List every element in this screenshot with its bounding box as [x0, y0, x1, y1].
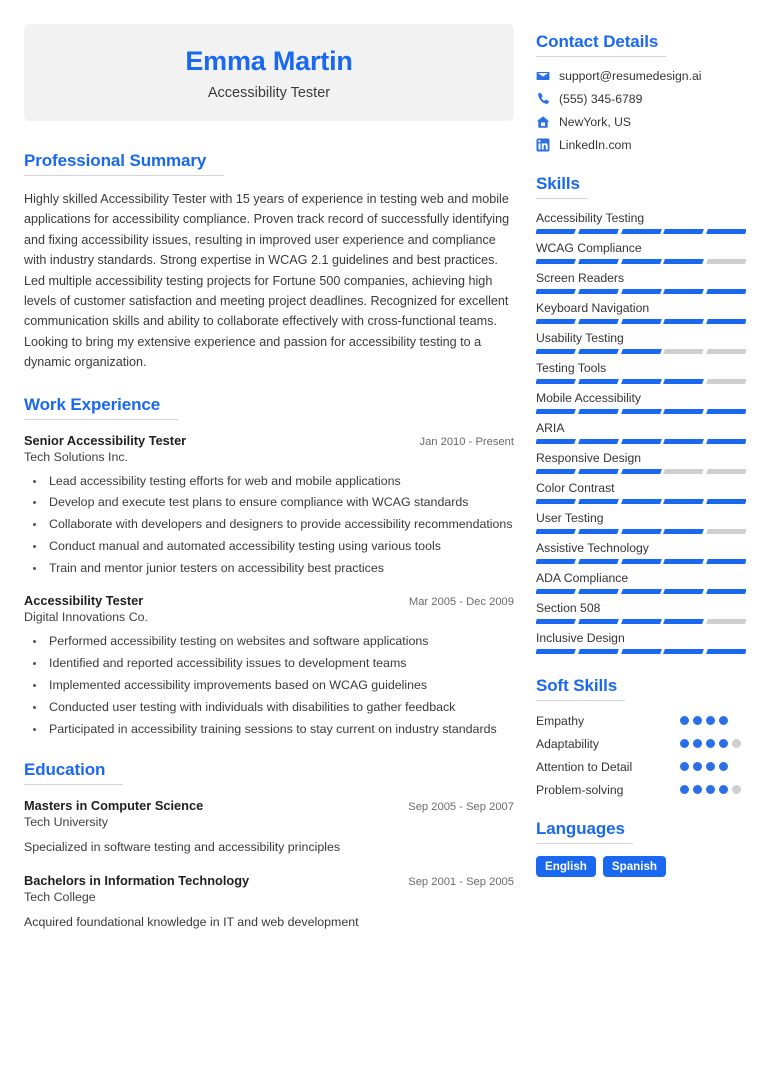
- professional-summary-heading: Professional Summary: [24, 151, 224, 176]
- skill-name: Accessibility Testing: [536, 211, 645, 225]
- rating-dot: [732, 785, 741, 794]
- skill-bar-segment: [578, 559, 619, 564]
- skill-bar-segment: [536, 529, 576, 534]
- skill-bar-segment: [663, 619, 704, 624]
- skill-bar-segment: [536, 319, 576, 324]
- main-column: [24, 24, 514, 1078]
- contact-row[interactable]: [536, 92, 746, 106]
- skill-bar-segment: [621, 619, 662, 624]
- skill-item: [536, 211, 746, 234]
- rating-dot: [719, 762, 728, 771]
- skill-name: WCAG Compliance: [536, 241, 642, 255]
- rating-dot: [719, 716, 728, 725]
- skill-bar-segment: [578, 409, 619, 414]
- skill-item: [536, 361, 746, 384]
- experience-entry-header: [24, 433, 514, 448]
- skill-bar-segment: [536, 289, 576, 294]
- contact-row[interactable]: [536, 69, 746, 83]
- experience-bullet: • Lead accessibility testing efforts for web and mobile applications: [46, 472, 514, 490]
- skill-bar-segment: [706, 439, 746, 444]
- skill-level-bar: [536, 619, 746, 624]
- skill-level-bar: [536, 469, 746, 474]
- skill-name: Usability Testing: [536, 331, 624, 345]
- skill-bar-segment: [663, 499, 704, 504]
- skill-bar-segment: [663, 589, 704, 594]
- skill-name: Responsive Design: [536, 451, 642, 465]
- skill-bar-segment: [578, 289, 619, 294]
- rating-dot: [680, 716, 689, 725]
- skill-bar-segment: [706, 319, 746, 324]
- rating-dot: [693, 785, 702, 794]
- education-degree: Bachelors in Information Technology: [24, 872, 250, 888]
- skill-bar-segment: [663, 529, 704, 534]
- candidate-name: Emma Martin: [185, 46, 353, 76]
- education-list: [24, 798, 514, 931]
- skill-bar-segment: [621, 229, 662, 234]
- contact-row[interactable]: [536, 115, 746, 129]
- experience-date: Jan 2010 - Present: [419, 435, 514, 448]
- skill-level-bar: [536, 499, 746, 504]
- phone-icon: [536, 92, 550, 106]
- soft-skill-name: Adaptability: [536, 736, 600, 751]
- experience-bullet: • Collaborate with developers and designers to provide accessibility recommendations: [46, 515, 514, 533]
- experience-entry: [24, 593, 514, 738]
- skill-bar-segment: [706, 619, 746, 624]
- soft-skill-row: [536, 759, 746, 774]
- skill-bar-segment: [536, 589, 576, 594]
- contact-value: NewYork, US: [559, 115, 632, 129]
- experience-bullet-list: [24, 632, 514, 738]
- education-heading: Education: [24, 760, 123, 785]
- experience-bullet: • Train and mentor junior testers on accessibility best practices: [46, 559, 514, 577]
- education-description: Specialized in software testing and accessibility principles: [24, 840, 341, 855]
- skill-bar-segment: [536, 259, 576, 264]
- skill-bar-segment: [621, 559, 662, 564]
- skill-item: [536, 631, 746, 654]
- rating-dot: [680, 739, 689, 748]
- skill-name: Section 508: [536, 601, 601, 615]
- soft-skill-rating: [680, 785, 746, 794]
- experience-entry: [24, 433, 514, 578]
- skills-list: [536, 211, 746, 654]
- contact-value: LinkedIn.com: [559, 138, 632, 152]
- rating-dot: [719, 785, 728, 794]
- skill-bar-segment: [536, 229, 576, 234]
- skill-level-bar: [536, 319, 746, 324]
- skill-level-bar: [536, 409, 746, 414]
- skill-bar-segment: [536, 499, 576, 504]
- skill-name: Keyboard Navigation: [536, 301, 650, 315]
- skill-name: Inclusive Design: [536, 631, 625, 645]
- experience-bullet: • Develop and execute test plans to ensure compliance with WCAG standards: [46, 493, 514, 511]
- soft-skill-name: Problem-solving: [536, 782, 624, 797]
- skill-bar-segment: [578, 499, 619, 504]
- rating-dot: [706, 739, 715, 748]
- language-badge: English: [536, 856, 596, 877]
- skill-level-bar: [536, 229, 746, 234]
- skill-bar-segment: [621, 289, 662, 294]
- skill-item: [536, 571, 746, 594]
- skill-name: Color Contrast: [536, 481, 615, 495]
- skill-name: ADA Compliance: [536, 571, 629, 585]
- skill-bar-segment: [706, 289, 746, 294]
- rating-dot: [732, 739, 741, 748]
- skill-bar-segment: [536, 559, 576, 564]
- skill-bar-segment: [578, 589, 619, 594]
- education-degree: Masters in Computer Science: [24, 798, 204, 814]
- skill-bar-segment: [536, 349, 576, 354]
- skill-bar-segment: [578, 439, 619, 444]
- skill-bar-segment: [621, 349, 662, 354]
- skill-item: [536, 301, 746, 324]
- skill-bar-segment: [663, 409, 704, 414]
- skill-bar-segment: [706, 259, 746, 264]
- skill-bar-segment: [663, 379, 704, 384]
- skill-bar-segment: [706, 649, 746, 654]
- soft-skill-name: Empathy: [536, 713, 585, 728]
- skill-bar-segment: [621, 649, 662, 654]
- skill-name: ARIA: [536, 421, 565, 435]
- education-date: Sep 2001 - Sep 2005: [408, 875, 514, 888]
- rating-dot: [693, 762, 702, 771]
- candidate-job-title: Accessibility Tester: [207, 85, 331, 102]
- skill-level-bar: [536, 589, 746, 594]
- education-entry: [24, 798, 514, 857]
- skill-bar-segment: [578, 619, 619, 624]
- skill-item: [536, 421, 746, 444]
- education-entry-header: [24, 798, 514, 813]
- skill-item: [536, 541, 746, 564]
- contact-value: (555) 345-6789: [559, 92, 643, 106]
- soft-skill-row: [536, 713, 746, 728]
- skill-bar-segment: [536, 439, 576, 444]
- skill-bar-segment: [536, 409, 576, 414]
- skill-bar-segment: [578, 469, 619, 474]
- work-experience-section: [24, 395, 514, 739]
- skill-bar-segment: [536, 619, 576, 624]
- education-school: Tech University: [24, 815, 109, 830]
- skill-bar-segment: [621, 439, 662, 444]
- skill-bar-segment: [578, 319, 619, 324]
- skill-level-bar: [536, 529, 746, 534]
- professional-summary-text: Highly skilled Accessibility Tester with 15 years of experience in testing web and mobile applications for accessibility compliance. Proven track record of successfully identifying and fixing accessibility issues, resulting in improved user experience and compliance with industry standards. Strong expertise in WCAG 2.1 guidelines and best practices. Led multiple accessibility testing projects for Fortune 500 companies, achieving high levels of customer satisfaction and meeting project deadlines. Recognized for excellent communication skills and ability to collaborate effectively with cross-functional teams. Looking to bring my extensive experience and passion for accessibility testing to a dynamic organization.: [24, 192, 510, 370]
- name-header-card: [24, 24, 514, 121]
- skill-bar-segment: [621, 589, 662, 594]
- skill-bar-segment: [621, 499, 662, 504]
- skill-bar-segment: [706, 469, 746, 474]
- linkedin-icon: [536, 138, 550, 152]
- soft-skills-list: [536, 713, 746, 797]
- skill-bar-segment: [663, 349, 704, 354]
- experience-company: Tech Solutions Inc.: [24, 449, 129, 464]
- contact-value: support@resumedesign.ai: [559, 69, 702, 83]
- experience-entry-header: [24, 593, 514, 608]
- skill-level-bar: [536, 289, 746, 294]
- contact-row[interactable]: [536, 138, 746, 152]
- rating-dot: [693, 716, 702, 725]
- experience-bullet: • Conduct manual and automated accessibility testing using various tools: [46, 537, 514, 555]
- education-school: Tech College: [24, 889, 96, 904]
- skill-bar-segment: [706, 589, 746, 594]
- skill-bar-segment: [536, 649, 576, 654]
- skill-bar-segment: [621, 379, 662, 384]
- contact-list: [536, 69, 746, 152]
- skill-bar-segment: [578, 649, 619, 654]
- skill-bar-segment: [578, 259, 619, 264]
- languages-heading: Languages: [536, 819, 633, 844]
- soft-skills-section: [536, 676, 746, 797]
- education-description: Acquired foundational knowledge in IT and web development: [24, 914, 359, 929]
- language-badge: Spanish: [603, 856, 666, 877]
- skill-bar-segment: [706, 529, 746, 534]
- skills-heading: Skills: [536, 174, 588, 199]
- soft-skills-heading: Soft Skills: [536, 676, 625, 701]
- soft-skill-name: Attention to Detail: [536, 759, 633, 774]
- education-entry-header: [24, 873, 514, 888]
- skill-item: [536, 601, 746, 624]
- skill-item: [536, 511, 746, 534]
- contact-details-section: [536, 32, 746, 152]
- skill-bar-segment: [621, 319, 662, 324]
- skill-bar-segment: [578, 349, 619, 354]
- skill-name: Screen Readers: [536, 271, 625, 285]
- skill-bar-segment: [706, 229, 746, 234]
- experience-company: Digital Innovations Co.: [24, 610, 148, 625]
- soft-skill-row: [536, 782, 746, 797]
- skill-level-bar: [536, 349, 746, 354]
- experience-bullet: • Participated in accessibility training sessions to stay current on industry standards: [46, 720, 514, 738]
- skill-item: [536, 331, 746, 354]
- skill-bar-segment: [706, 379, 746, 384]
- skill-bar-segment: [578, 529, 619, 534]
- languages-section: [536, 819, 746, 877]
- skill-name: Assistive Technology: [536, 541, 649, 555]
- soft-skill-rating: [680, 762, 746, 771]
- skill-bar-segment: [663, 259, 704, 264]
- rating-dot: [719, 739, 728, 748]
- soft-skill-rating: [680, 739, 746, 748]
- rating-dot: [706, 785, 715, 794]
- skill-bar-segment: [706, 409, 746, 414]
- rating-dot: [706, 716, 715, 725]
- skill-level-bar: [536, 379, 746, 384]
- contact-details-heading: Contact Details: [536, 32, 666, 57]
- skill-name: User Testing: [536, 511, 604, 525]
- skill-level-bar: [536, 559, 746, 564]
- rating-dot: [680, 785, 689, 794]
- skill-bar-segment: [706, 499, 746, 504]
- rating-dot: [680, 762, 689, 771]
- skill-bar-segment: [621, 529, 662, 534]
- skill-name: Testing Tools: [536, 361, 607, 375]
- skill-item: [536, 241, 746, 264]
- skill-bar-segment: [706, 559, 746, 564]
- skill-bar-segment: [578, 379, 619, 384]
- education-entry: [24, 873, 514, 932]
- skill-level-bar: [536, 649, 746, 654]
- experience-bullet: • Conducted user testing with individuals with disabilities to gather feedback: [46, 698, 514, 716]
- rating-dot: [706, 762, 715, 771]
- languages-list: [536, 856, 746, 877]
- skill-bar-segment: [663, 649, 704, 654]
- skill-bar-segment: [663, 439, 704, 444]
- experience-bullet: • Implemented accessibility improvements based on WCAG guidelines: [46, 676, 514, 694]
- skill-name: Mobile Accessibility: [536, 391, 641, 405]
- education-date: Sep 2005 - Sep 2007: [408, 801, 514, 814]
- experience-role: Senior Accessibility Tester: [24, 432, 187, 448]
- skill-item: [536, 271, 746, 294]
- skill-bar-segment: [706, 349, 746, 354]
- experience-date: Mar 2005 - Dec 2009: [408, 596, 514, 609]
- skill-item: [536, 391, 746, 414]
- skill-bar-segment: [663, 319, 704, 324]
- skill-bar-segment: [663, 229, 704, 234]
- soft-skill-row: [536, 736, 746, 751]
- skill-item: [536, 451, 746, 474]
- experience-role: Accessibility Tester: [24, 593, 144, 609]
- home-icon: [536, 115, 550, 129]
- skills-section: [536, 174, 746, 654]
- rating-dot: [693, 739, 702, 748]
- envelope-icon: [536, 69, 550, 83]
- skill-bar-segment: [663, 559, 704, 564]
- skill-bar-segment: [663, 469, 704, 474]
- skill-item: [536, 481, 746, 504]
- skill-bar-segment: [536, 469, 576, 474]
- professional-summary-section: [24, 151, 514, 373]
- skill-bar-segment: [663, 289, 704, 294]
- skill-bar-segment: [621, 469, 662, 474]
- skill-level-bar: [536, 259, 746, 264]
- experience-bullet: • Identified and reported accessibility issues to development teams: [46, 654, 514, 672]
- skill-bar-segment: [578, 229, 619, 234]
- skill-bar-segment: [621, 409, 662, 414]
- skill-bar-segment: [536, 379, 576, 384]
- skill-level-bar: [536, 439, 746, 444]
- work-experience-heading: Work Experience: [24, 395, 178, 420]
- experience-bullet: • Performed accessibility testing on websites and software applications: [46, 632, 514, 650]
- experience-bullet-list: [24, 472, 514, 578]
- skill-bar-segment: [621, 259, 662, 264]
- sidebar-column: [536, 24, 746, 1078]
- education-section: [24, 760, 514, 931]
- work-experience-list: [24, 433, 514, 739]
- soft-skill-rating: [680, 716, 746, 725]
